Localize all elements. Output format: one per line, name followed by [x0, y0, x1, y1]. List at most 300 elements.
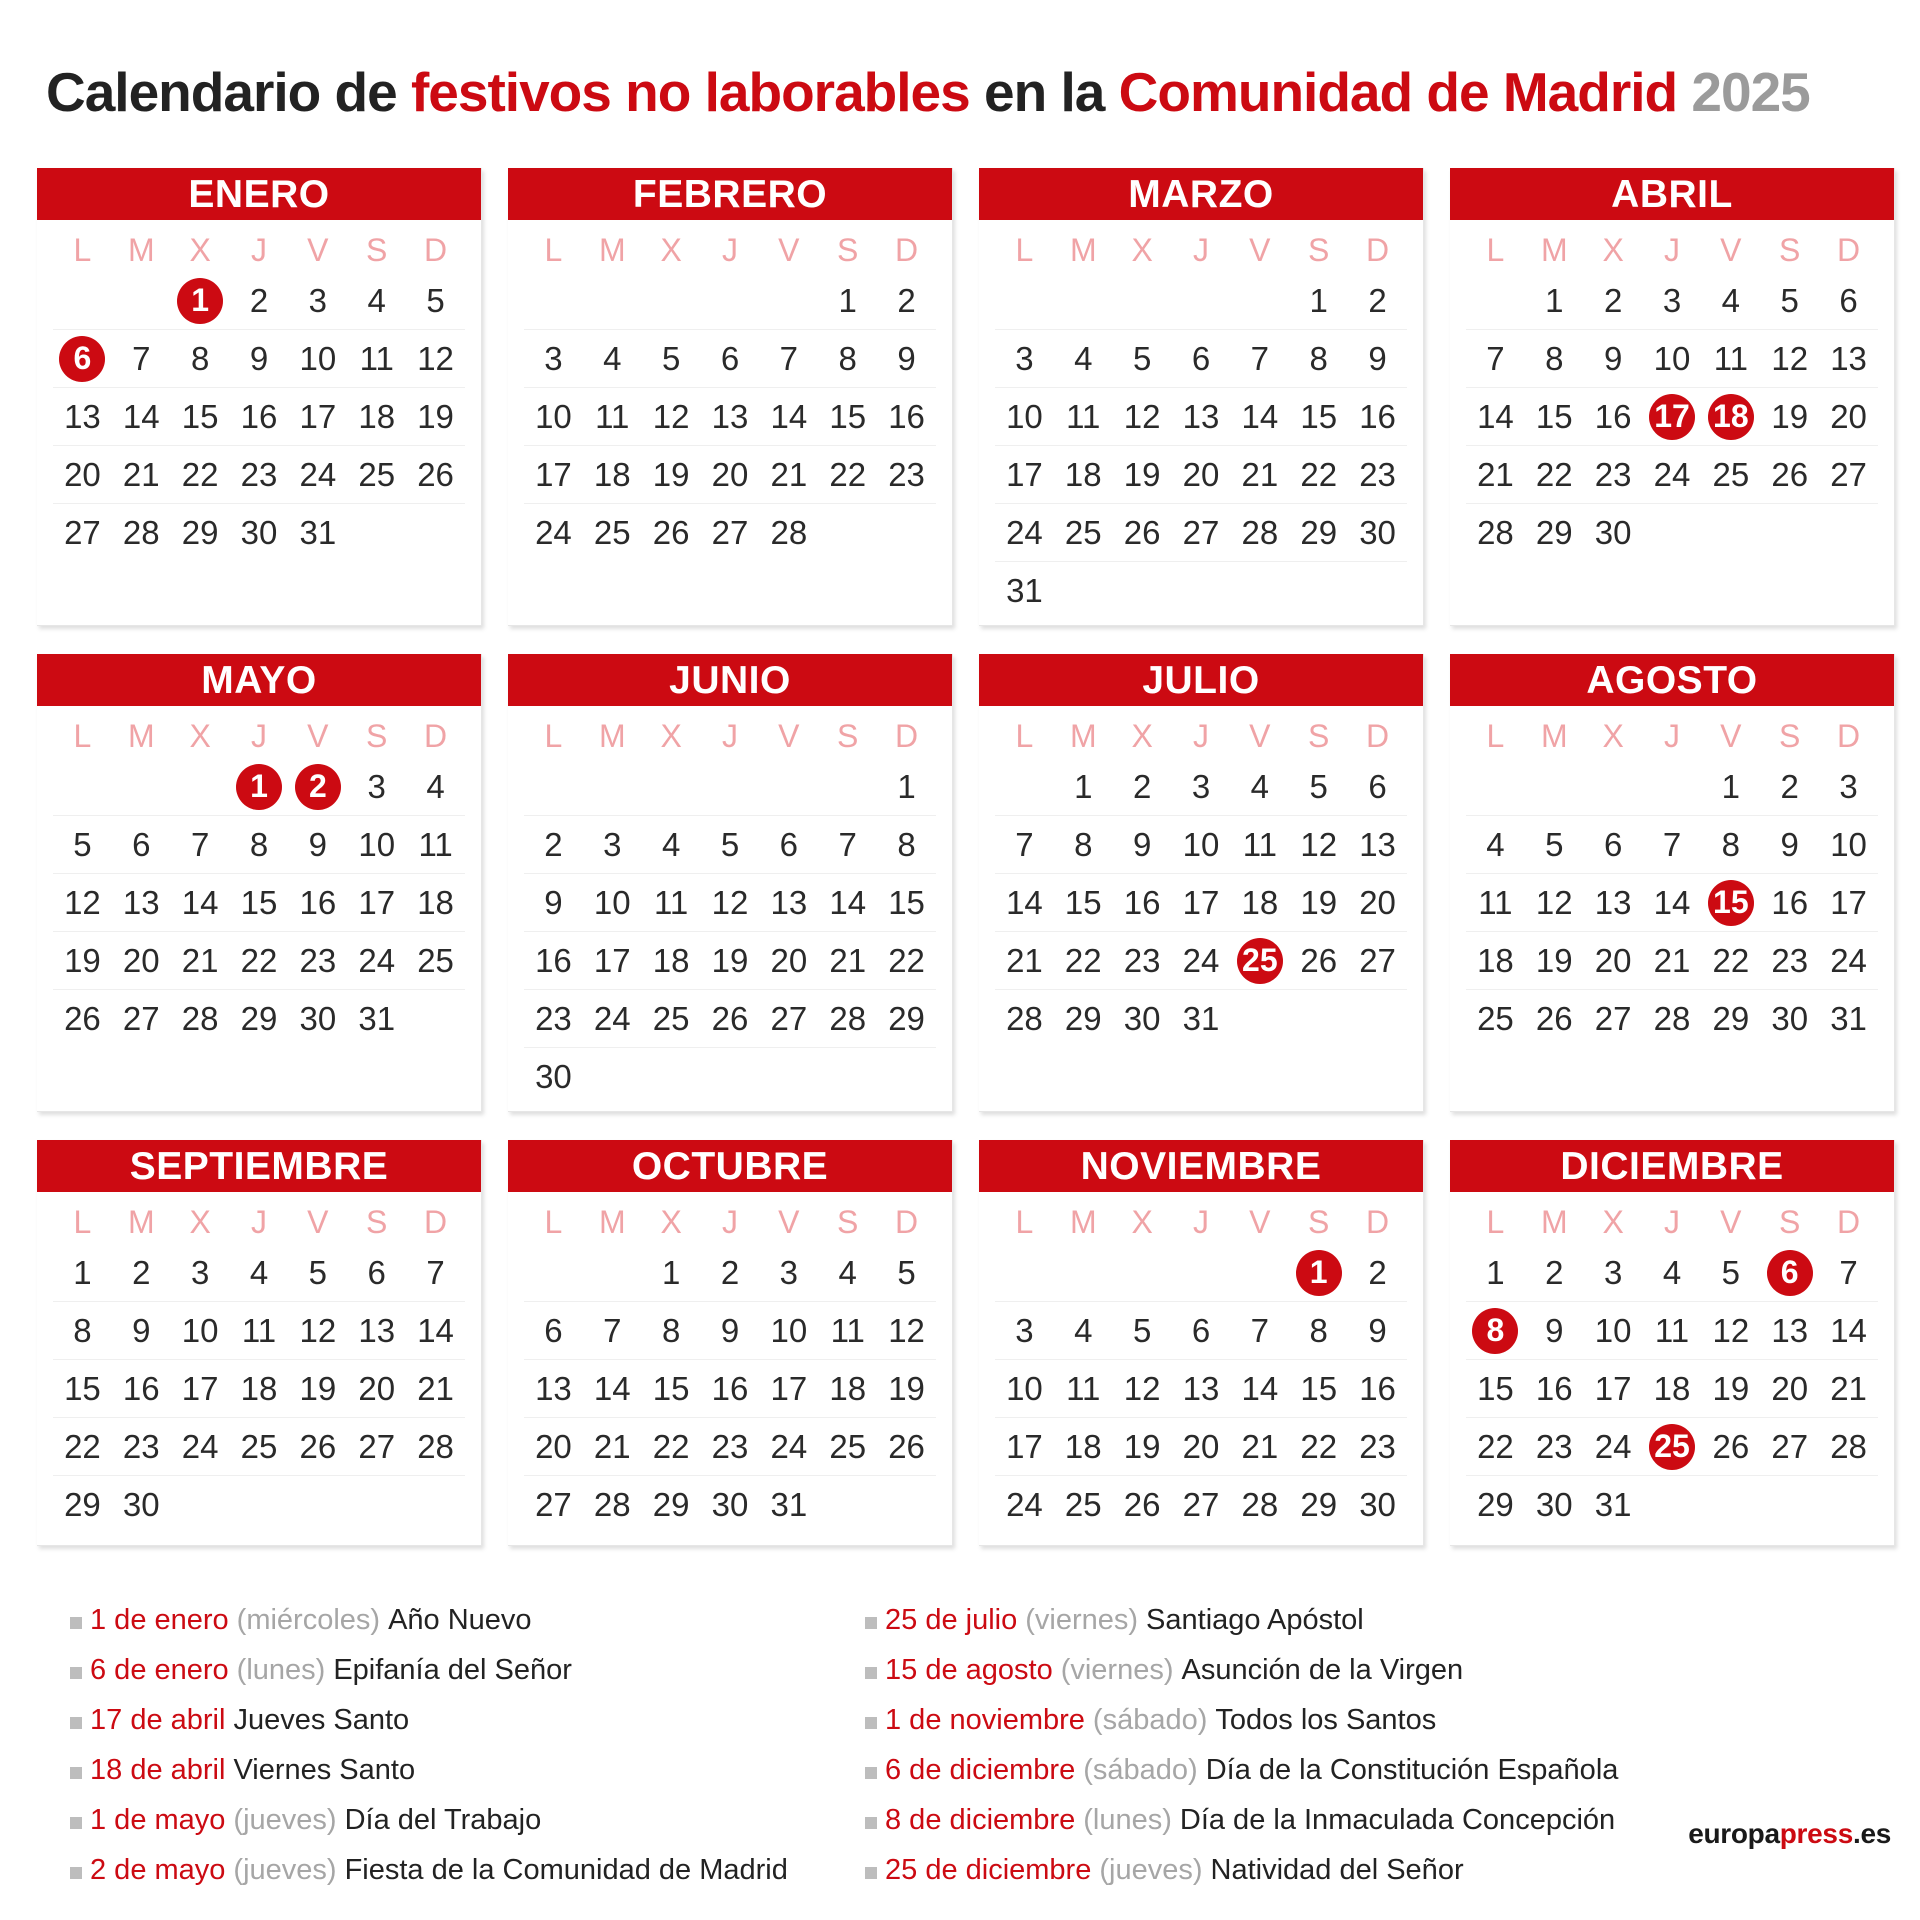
day-cell: 8	[1054, 816, 1113, 874]
weekday-label: S	[1779, 718, 1801, 754]
empty-cell	[1584, 758, 1643, 816]
day-cell: 1	[1525, 272, 1584, 330]
weekday-label: L	[544, 1204, 563, 1240]
holiday-day-cell	[53, 330, 112, 388]
day-cell: 31	[770, 1485, 808, 1523]
month-header: AGOSTO	[1450, 654, 1894, 706]
day-cell: 16	[877, 388, 936, 446]
weekday-label: S	[1779, 232, 1801, 268]
day-cells	[37, 1244, 481, 1533]
weekday-label: J	[1192, 1204, 1209, 1240]
day-cell: 14	[1643, 874, 1702, 932]
day-cell: 9	[524, 874, 583, 932]
day-cell: 12	[1525, 874, 1584, 932]
day-cell: 21	[1230, 1418, 1289, 1476]
weekday-label: J	[250, 1204, 267, 1240]
weekday-label: J	[1192, 232, 1209, 268]
bullet-square-icon	[70, 1617, 82, 1629]
day-cell: 21	[1466, 446, 1525, 504]
empty-cell	[1289, 990, 1348, 1047]
legend-item	[865, 1745, 1660, 1795]
day-cell: 24	[347, 932, 406, 990]
empty-cell	[1172, 562, 1231, 619]
empty-cell	[1466, 758, 1525, 816]
day-cell: 22	[1054, 932, 1113, 990]
day-cell: 4	[583, 330, 642, 388]
holiday-marker: 25	[1237, 938, 1283, 984]
weekday-row	[508, 228, 952, 272]
day-cell: 4	[230, 1244, 289, 1302]
legend-weekday: (viernes)	[1025, 1603, 1139, 1636]
day-cell: 11	[1054, 388, 1113, 446]
day-cell: 25	[1701, 446, 1760, 504]
weekday-label: S	[837, 232, 859, 268]
day-cell: 26	[701, 990, 760, 1048]
day-cell: 8	[1289, 1302, 1348, 1360]
day-cell: 22	[53, 1418, 112, 1476]
legend-date: 25 de diciembre	[885, 1853, 1092, 1886]
day-cell: 26	[288, 1418, 347, 1476]
day-cell: 16	[230, 388, 289, 446]
day-cell: 7	[759, 330, 818, 388]
day-cells	[508, 758, 952, 1105]
weekday-label: S	[1308, 232, 1330, 268]
weekday-label: M	[127, 232, 155, 268]
day-cell: 31	[1830, 999, 1867, 1037]
day-cell: 7	[1230, 1302, 1289, 1360]
empty-cell	[1289, 562, 1348, 619]
legend-item	[70, 1795, 865, 1845]
day-cell: 1	[1289, 272, 1348, 330]
day-cell: 9	[112, 1302, 171, 1360]
weekday-label: V	[1249, 718, 1271, 754]
day-cell: 18	[583, 446, 642, 504]
weekday-label: J	[721, 232, 738, 268]
legend-item	[70, 1745, 865, 1795]
holiday-day-cell	[1466, 1302, 1525, 1360]
day-cell: 10	[1643, 330, 1702, 388]
day-cell: 12	[877, 1302, 936, 1360]
legend-weekday: (lunes)	[236, 1653, 326, 1686]
legend-holiday-name: Natividad del Señor	[1210, 1853, 1464, 1886]
day-cell: 27	[1348, 932, 1407, 990]
day-cell: 23	[1584, 446, 1643, 504]
weekday-label: L	[544, 232, 563, 268]
day-cell: 28	[406, 1418, 465, 1476]
weekday-label: S	[366, 718, 388, 754]
weekday-label: M	[598, 718, 626, 754]
day-cell: 21	[406, 1360, 465, 1418]
day-cell: 15	[642, 1360, 701, 1418]
weekday-label: D	[424, 718, 448, 754]
weekday-label: X	[1602, 718, 1624, 754]
holiday-day-cell	[1701, 388, 1760, 446]
day-cell: 1	[1701, 758, 1760, 816]
weekday-label: M	[1540, 718, 1568, 754]
day-cell: 18	[1054, 446, 1113, 504]
day-cell: 24	[1643, 446, 1702, 504]
day-cell: 21	[995, 932, 1054, 990]
day-cell: 18	[1230, 874, 1289, 932]
weekday-label: S	[1779, 1204, 1801, 1240]
day-cell: 20	[112, 932, 171, 990]
day-cell: 9	[701, 1302, 760, 1360]
legend-weekday: (jueves)	[233, 1803, 337, 1836]
legend-date: 15 de agosto	[885, 1653, 1053, 1686]
weekday-row	[1450, 228, 1894, 272]
day-cell: 29	[1535, 513, 1573, 551]
legend-item	[70, 1645, 865, 1695]
day-cells	[508, 1244, 952, 1533]
day-cell: 11	[406, 816, 465, 874]
day-cell: 10	[171, 1302, 230, 1360]
empty-cell	[1819, 504, 1878, 561]
day-cell: 8	[1289, 330, 1348, 388]
legend-holiday-name: Asunción de la Virgen	[1181, 1653, 1464, 1686]
weekday-label: J	[1663, 718, 1680, 754]
day-cell: 16	[1584, 388, 1643, 446]
day-cell: 11	[1466, 874, 1525, 932]
logo-part-3: .es	[1852, 1818, 1891, 1849]
weekday-row	[508, 1200, 952, 1244]
weekday-label: V	[1249, 232, 1271, 268]
day-cell: 28	[1241, 1485, 1279, 1523]
weekday-label: X	[1602, 232, 1624, 268]
empty-cell	[524, 1244, 583, 1302]
holiday-marker: 15	[1708, 880, 1754, 926]
day-cell: 8	[230, 816, 289, 874]
empty-cell	[818, 1048, 877, 1105]
day-cell: 7	[1230, 330, 1289, 388]
day-cell: 18	[406, 874, 465, 932]
weekday-label: V	[1720, 1204, 1742, 1240]
weekday-row	[1450, 1200, 1894, 1244]
empty-cell	[1701, 1476, 1760, 1533]
day-cell: 21	[759, 446, 818, 504]
day-cell: 23	[524, 990, 583, 1048]
day-cell: 18	[1054, 1418, 1113, 1476]
day-cell: 25	[347, 446, 406, 504]
day-cell: 30	[1348, 504, 1407, 562]
weekday-label: X	[1131, 718, 1153, 754]
month-header: SEPTIEMBRE	[37, 1140, 481, 1192]
day-cell: 21	[1819, 1360, 1878, 1418]
day-cell: 5	[701, 816, 760, 874]
day-cell: 2	[524, 816, 583, 874]
day-cell: 26	[1289, 932, 1348, 990]
holiday-marker: 8	[1472, 1308, 1518, 1354]
day-cell: 13	[347, 1302, 406, 1360]
day-cell: 5	[288, 1244, 347, 1302]
day-cell: 2	[877, 272, 936, 330]
weekday-label: V	[778, 232, 800, 268]
day-cells	[979, 758, 1423, 1047]
day-cell: 3	[995, 330, 1054, 388]
weekday-label: J	[1663, 1204, 1680, 1240]
day-cell: 4	[347, 272, 406, 330]
day-cell: 5	[1525, 816, 1584, 874]
logo-part-1: europa	[1688, 1818, 1780, 1849]
day-cell: 27	[64, 513, 101, 551]
day-cell: 20	[1348, 874, 1407, 932]
day-cell: 28	[770, 513, 808, 551]
day-cell: 31	[1594, 1485, 1632, 1523]
day-cell: 4	[1466, 816, 1525, 874]
weekday-label: M	[598, 232, 626, 268]
legend-date: 18 de abril	[90, 1753, 226, 1786]
weekday-label: M	[598, 1204, 626, 1240]
bullet-square-icon	[70, 1817, 82, 1829]
day-cell: 6	[1584, 816, 1643, 874]
day-cell: 10	[995, 388, 1054, 446]
day-cell: 6	[347, 1244, 406, 1302]
legend-holiday-name: Epifanía del Señor	[333, 1653, 572, 1686]
weekday-label: V	[1249, 1204, 1271, 1240]
weekday-label: J	[250, 718, 267, 754]
day-cell: 16	[524, 932, 583, 990]
legend-weekday: (miércoles)	[236, 1603, 381, 1636]
empty-cell	[1643, 504, 1702, 561]
weekday-row	[979, 714, 1423, 758]
holiday-marker: 17	[1649, 394, 1695, 440]
day-cell: 13	[524, 1360, 583, 1418]
day-cell: 7	[171, 816, 230, 874]
weekday-label: L	[1015, 1204, 1034, 1240]
weekday-label: J	[1663, 232, 1680, 268]
day-cell: 24	[759, 1418, 818, 1476]
weekday-label: L	[1486, 1204, 1505, 1240]
legend-date: 6 de diciembre	[885, 1753, 1076, 1786]
day-cell: 16	[288, 874, 347, 932]
day-cell: 14	[1819, 1302, 1878, 1360]
day-cell: 9	[1584, 330, 1643, 388]
legend-holiday-name: Todos los Santos	[1215, 1703, 1437, 1736]
day-cell: 29	[64, 1485, 101, 1523]
empty-cell	[1348, 562, 1407, 619]
month-header: ENERO	[37, 168, 481, 220]
day-cell: 17	[759, 1360, 818, 1418]
day-cell: 23	[1113, 932, 1172, 990]
legend-item	[865, 1795, 1660, 1845]
day-cell: 23	[230, 446, 289, 504]
weekday-label: M	[1069, 718, 1097, 754]
empty-cell	[406, 990, 465, 1047]
day-cell: 27	[1172, 504, 1231, 562]
empty-cell	[818, 758, 877, 816]
empty-cell	[1643, 758, 1702, 816]
weekday-label: X	[660, 1204, 682, 1240]
weekday-label: D	[1837, 1204, 1861, 1240]
day-cells	[979, 1244, 1423, 1533]
day-cell: 28	[1230, 504, 1289, 562]
day-cell: 26	[1701, 1418, 1760, 1476]
empty-cell	[642, 758, 701, 816]
legend-weekday: (jueves)	[1099, 1853, 1203, 1886]
day-cell: 20	[347, 1360, 406, 1418]
day-cell: 3	[1172, 758, 1231, 816]
month-header: JULIO	[979, 654, 1423, 706]
day-cell: 19	[1113, 446, 1172, 504]
day-cell: 17	[995, 1418, 1054, 1476]
day-cell: 7	[818, 816, 877, 874]
day-cell: 10	[759, 1302, 818, 1360]
day-cell: 4	[1054, 1302, 1113, 1360]
day-cell: 20	[759, 932, 818, 990]
day-cell: 19	[288, 1360, 347, 1418]
title-year: 2025	[1677, 61, 1810, 123]
day-cell: 14	[406, 1302, 465, 1360]
day-cell: 8	[171, 330, 230, 388]
day-cell: 3	[583, 816, 642, 874]
day-cell: 4	[1701, 272, 1760, 330]
month-mayo	[37, 654, 482, 1112]
bullet-square-icon	[70, 1717, 82, 1729]
day-cell: 25	[642, 990, 701, 1048]
day-cell: 9	[230, 330, 289, 388]
day-cell: 3	[759, 1244, 818, 1302]
holiday-day-cell	[1701, 874, 1760, 932]
day-cell: 29	[181, 513, 219, 551]
weekday-row	[1450, 714, 1894, 758]
day-cell: 21	[1230, 446, 1289, 504]
weekday-label: X	[189, 718, 211, 754]
day-cell: 4	[1643, 1244, 1702, 1302]
day-cell: 11	[1054, 1360, 1113, 1418]
day-cell: 2	[701, 1244, 760, 1302]
weekday-label: D	[895, 232, 919, 268]
weekday-label: M	[127, 718, 155, 754]
day-cell: 31	[358, 999, 396, 1037]
month-header: MARZO	[979, 168, 1423, 220]
calendar-grid	[37, 168, 1897, 1546]
month-febrero	[508, 168, 953, 626]
day-cell: 17	[288, 388, 347, 446]
day-cell: 29	[1712, 999, 1750, 1037]
month-header: MAYO	[37, 654, 481, 706]
title-part-1: Calendario de	[46, 61, 411, 123]
bullet-square-icon	[865, 1717, 877, 1729]
day-cell: 20	[701, 446, 760, 504]
empty-cell	[759, 272, 818, 330]
weekday-label: D	[1366, 1204, 1390, 1240]
weekday-label: S	[1308, 1204, 1330, 1240]
day-cell: 2	[1525, 1244, 1584, 1302]
empty-cell	[1525, 758, 1584, 816]
day-cell: 15	[1289, 1360, 1348, 1418]
day-cell: 19	[701, 932, 760, 990]
day-cell: 28	[1653, 999, 1691, 1037]
day-cell: 9	[1348, 330, 1407, 388]
day-cell: 4	[818, 1244, 877, 1302]
month-header: FEBRERO	[508, 168, 952, 220]
empty-cell	[642, 1048, 701, 1105]
weekday-label: L	[1486, 232, 1505, 268]
day-cell: 6	[759, 816, 818, 874]
day-cell: 3	[995, 1302, 1054, 1360]
day-cell: 18	[1643, 1360, 1702, 1418]
day-cell: 19	[1289, 874, 1348, 932]
weekday-row	[979, 228, 1423, 272]
weekday-label: S	[366, 232, 388, 268]
day-cell: 14	[1230, 1360, 1289, 1418]
legend-item	[865, 1695, 1660, 1745]
day-cell: 12	[1113, 1360, 1172, 1418]
holiday-marker: 1	[236, 764, 282, 810]
day-cell: 26	[1760, 446, 1819, 504]
legend-item	[865, 1845, 1660, 1895]
day-cell: 30	[299, 999, 337, 1037]
day-cell: 13	[1819, 330, 1878, 388]
day-cell: 15	[877, 874, 936, 932]
day-cell: 25	[406, 932, 465, 990]
day-cell: 30	[1771, 999, 1809, 1037]
day-cell: 31	[1182, 999, 1220, 1037]
weekday-label: S	[837, 1204, 859, 1240]
day-cell: 17	[347, 874, 406, 932]
legend-date: 17 de abril	[90, 1703, 226, 1736]
day-cell: 12	[642, 388, 701, 446]
weekday-label: D	[1837, 718, 1861, 754]
day-cell: 2	[1348, 272, 1407, 330]
empty-cell	[995, 1244, 1054, 1302]
day-cell: 29	[877, 990, 936, 1048]
day-cell: 16	[1113, 874, 1172, 932]
day-cell: 13	[1584, 874, 1643, 932]
empty-cell	[1643, 1476, 1702, 1533]
empty-cell	[347, 1476, 406, 1533]
empty-cell	[53, 272, 112, 330]
legend-weekday: (viernes)	[1060, 1653, 1174, 1686]
day-cell: 16	[1348, 388, 1407, 446]
day-cell: 29	[1289, 504, 1348, 562]
weekday-label: X	[1131, 1204, 1153, 1240]
empty-cell	[53, 758, 112, 816]
weekday-label: D	[424, 232, 448, 268]
day-cell: 2	[1584, 272, 1643, 330]
weekday-row	[37, 1200, 481, 1244]
day-cells	[1450, 272, 1894, 561]
day-cell: 29	[240, 999, 278, 1037]
day-cell: 25	[593, 513, 631, 551]
day-cell: 1	[1466, 1244, 1525, 1302]
day-cell: 23	[288, 932, 347, 990]
day-cell: 22	[1289, 1418, 1348, 1476]
bullet-square-icon	[70, 1767, 82, 1779]
day-cell: 10	[524, 388, 583, 446]
day-cell: 30	[535, 1057, 572, 1095]
day-cell: 3	[1643, 272, 1702, 330]
day-cell: 30	[1123, 999, 1161, 1037]
month-header: ABRIL	[1450, 168, 1894, 220]
day-cell: 11	[642, 874, 701, 932]
europapress-logo	[1688, 1818, 1891, 1850]
weekday-label: M	[1540, 232, 1568, 268]
title-part-3: en la	[969, 61, 1119, 123]
holiday-day-cell	[171, 272, 230, 330]
empty-cell	[1230, 990, 1289, 1047]
day-cell: 4	[1054, 330, 1113, 388]
weekday-label: J	[1192, 718, 1209, 754]
day-cell: 28	[1477, 513, 1514, 551]
legend-holiday-name: Día del Trabajo	[344, 1803, 542, 1836]
legend-weekday: (sábado)	[1092, 1703, 1208, 1736]
weekday-row	[37, 228, 481, 272]
day-cell: 14	[1230, 388, 1289, 446]
day-cell: 15	[1289, 388, 1348, 446]
day-cell: 13	[759, 874, 818, 932]
day-cell: 24	[995, 504, 1054, 562]
weekday-label: J	[721, 1204, 738, 1240]
